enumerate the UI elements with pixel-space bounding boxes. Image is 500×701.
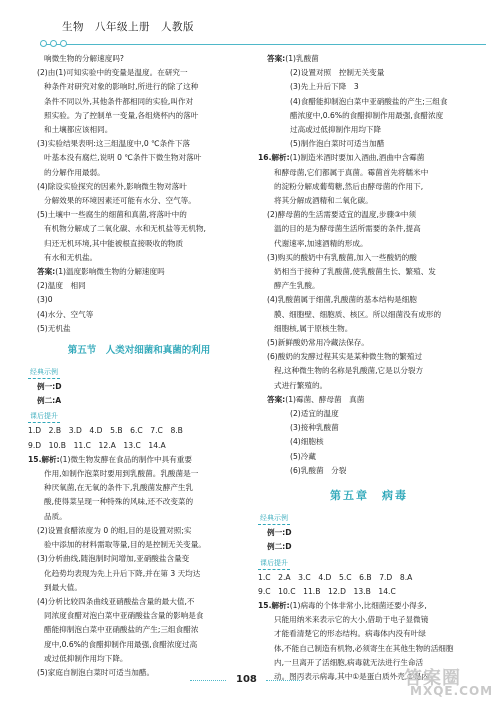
text-line: 有机物分解成了二氧化碳、水和无机盐等无机物, (44, 224, 206, 234)
text-line (258, 599, 480, 613)
text-line: 过高或过低抑制作用均下降 (290, 125, 382, 135)
text-line: (2)设置对照 控制无关变量 (290, 68, 385, 78)
text-line: 归还无机环境,其中能被根直接吸收的物质 (44, 238, 184, 248)
text-line (258, 393, 480, 407)
text-line (28, 265, 250, 279)
text-line: 响微生物的分解速度吗? (44, 54, 124, 63)
mc-answers-ch5-row-2: 9.C 10.C 11.B 12.D 13.B 14.C (258, 586, 396, 596)
text-line: (5)无机盐 (37, 323, 71, 333)
text-line: (4)除设实验探究的因素外,影响微生物对落叶 (37, 181, 187, 191)
example-1-ch5 (258, 526, 480, 540)
left-column (28, 52, 250, 680)
text-line: 代谢速率,加速酒精的形成。 (274, 238, 368, 248)
header-title: 生物 八年级上册 人教版 (62, 21, 194, 33)
text-line: 和酵母菌,它们都属于真菌。霉菌首先将糯米中 (274, 167, 429, 177)
text-line: 的分解作用最弱。 (44, 167, 105, 177)
text-line: (5)土壤中一些腐生的细菌和真菌,将落叶中的 (37, 210, 187, 220)
text-line: (3)分析曲线,随泡制时间增加,亚硝酸盐含量变 (37, 554, 190, 564)
line-lead: 答案: (267, 54, 286, 63)
line-text: (1)微生物发酵在食品的制作中具有重要 (59, 454, 192, 464)
text-line: 内,一旦离开了活细胞,病毒就无法进行生命活 (274, 657, 424, 667)
text-line: 酸,使得菜呈现一种特殊的风味,还不改变菜的 (44, 497, 194, 507)
header-dots-decoration (40, 40, 120, 48)
text-line: (6)乳酸菌 分裂 (290, 465, 347, 475)
text-line: 膜、细胞壁、细胞质、核区。所以细菌没有成形的 (274, 309, 442, 319)
text-line: (3)实验结果表明:这三组温度中,0 ℃条件下落 (37, 139, 191, 149)
text-line: 叶基本没有腐烂,说明 0 ℃条件下微生物对落叶 (44, 153, 202, 163)
watermark-logo (404, 664, 494, 700)
section-title: 第五节 人类对细菌和真菌的利用 (67, 345, 211, 357)
line-text: (1)乳酸菌 (285, 54, 319, 63)
text-line: (4)分析比较四条曲线亚硝酸盐含量的最大值,不 (37, 596, 195, 606)
text-line: (5)冷藏 (290, 451, 316, 461)
text-line: 种条件对研究对象的影响时,所进行的除了这种 (44, 82, 199, 92)
example-2-label: 例二: (37, 396, 56, 406)
text-line: 度中,0.6%的食醋抑制作用最强,食醋浓度过高 (44, 639, 198, 649)
text-line: 同浓度食醋对泡白菜中亚硝酸盐含量的影响是食 (44, 611, 204, 621)
text-line: (3)先上升后下降 3 (290, 82, 359, 92)
text-line: (2)温度 相同 (37, 281, 86, 291)
watermark-sub: MXQE.COM (410, 684, 494, 698)
answer-block-prev (28, 52, 250, 336)
text-line (258, 151, 480, 165)
line-text: (1)温度影响微生物的分解速度吗 (55, 267, 165, 277)
text-line: (4)乳酸菌属于细菌,乳酸菌的基本结构是细胞 (267, 295, 417, 305)
example-1-ch5-label: 例一: (267, 528, 286, 538)
text-line: 种厌氧菌,在无氧的条件下,乳酸菌发酵产生乳 (44, 483, 194, 493)
text-line: 有水和无机盐。 (44, 252, 98, 262)
text-line: 品质。 (44, 511, 67, 521)
line-lead: 答案: (267, 394, 286, 404)
text-line: 将其分解成酒精和二氧化碳。 (274, 196, 373, 206)
text-line: (5)制作泡白菜时可适当加醋 (290, 139, 385, 149)
watermark-main: 答案圈 (404, 668, 461, 689)
mc-answers-row-1: 1.D 2.B 3.D 4.D 5.B 6.C 7.C 8.B (28, 426, 183, 436)
text-line: (3)购买的酸奶中有乳酸菌,加入一些酸奶的酸 (267, 252, 417, 262)
example-1 (28, 380, 250, 394)
text-line: (5)新鲜酸奶常用冷藏法保存。 (267, 338, 369, 348)
text-line: (2)由(1)可知实验中的变量是温度。在研究一 (37, 68, 188, 78)
example-2-ch5-value: D (285, 542, 292, 552)
text-line: 奶相当于接种了乳酸菌,使乳酸菌生长、繁殖、发 (274, 267, 436, 277)
example-1-label: 例一: (37, 382, 56, 392)
line-lead: 答案: (37, 267, 56, 277)
text-line: 和土壤都应该相同。 (44, 125, 113, 135)
text-line: (2)酵母菌的生活需要适宜的温度,步骤③中须 (267, 210, 417, 220)
text-line: (2)设置食醋浓度为 0 的组,目的是设置对照;实 (37, 525, 192, 535)
text-line: 体,不能自己制造有机物,必须寄生在其他生物的活细胞 (274, 643, 454, 653)
text-line: (6)酸奶的发酵过程其实是某种微生物的繁殖过 (267, 352, 423, 362)
text-line: (5)家庭自制泡白菜时可适当加醋。 (37, 667, 155, 677)
text-line: 照实验。为了控制单一变量,各组烧杯内的落叶 (44, 110, 199, 120)
line-text: (1)霉菌、酵母菌 真菌 (285, 394, 365, 404)
example-2-value: A (55, 396, 62, 406)
text-line: 到最大值。 (44, 582, 82, 592)
text-line: 的淀粉分解成葡萄糖,然后由酵母菌的作用下, (274, 181, 424, 191)
text-line: 才能看清楚它的形态结构。病毒体内没有叶绿 (274, 629, 426, 639)
text-line: 验中添加的材料需取等量,目的是控制无关变量。 (44, 540, 206, 550)
line-text: (1)制造米酒时要加入酒曲,酒曲中含霉菌 (289, 153, 425, 163)
text-line: 醋浓度中,0.6%的食醋抑制作用最强,食醋浓度 (290, 110, 444, 120)
mc-answers-row-2: 9.D 10.B 11.C 12.A 13.C 14.A (28, 440, 166, 450)
text-line: (4)细胞核 (290, 437, 324, 447)
text-line: 温的目的是为酵母菌生活所需要的条件,提高 (274, 224, 421, 234)
text-line: 只能用纳米来表示它的大小,借助于电子显微镜 (274, 615, 429, 625)
chapter-title: 第五章 病毒 (330, 489, 408, 503)
page-number-deco-left (190, 680, 226, 681)
text-line: 分解效果的环境因素还可能有水分、空气等。 (44, 196, 196, 206)
page-number: 108 (236, 674, 257, 685)
text-line: 或过低抑制作用均下降。 (44, 653, 128, 663)
right-column (258, 52, 480, 684)
line-lead: 16.解析: (258, 153, 290, 163)
example-1-ch5-value: D (285, 528, 292, 538)
example-2-ch5-label: 例二: (267, 542, 286, 552)
example-2 (28, 394, 250, 408)
text-line: 作用,如制作泡菜时要用到乳酸菌。乳酸菌是一 (44, 469, 199, 479)
text-line: 动。图丙表示病毒,其中①是蛋白质外壳,②是内 (274, 671, 430, 681)
text-line: (4)水分、空气等 (37, 309, 94, 319)
text-line (258, 52, 480, 66)
text-line (28, 453, 250, 467)
page-header (0, 0, 500, 52)
text-line: (4)食醋能抑制泡白菜中亚硝酸盐的产生;三组食 (290, 96, 448, 106)
text-line: 条件不同以外,其他条件都相同的实验,叫作对 (44, 96, 194, 106)
text-line: 细胞核,属于原核生物。 (274, 323, 353, 333)
example-1-value: D (55, 382, 62, 392)
text-line: 酵产生乳酸。 (274, 281, 320, 291)
line-text: (1)病毒的个体非常小,比细菌还要小得多, (289, 600, 427, 610)
mc-answers-ch5-row-1: 1.C 2.A 3.C 4.D 5.C 6.B 7.D 8.A (258, 572, 413, 582)
text-line: 程,这种微生物的名称是乳酸菌,它是以分裂方 (274, 366, 424, 376)
text-line: 式进行繁殖的。 (274, 380, 328, 390)
answer-block-q15-16 (258, 52, 480, 478)
text-line: (2)适宜的温度 (290, 409, 339, 419)
text-line: 醋能抑制泡白菜中亚硝酸盐的产生;三组食醋浓 (44, 625, 199, 635)
tag-practice: 课后提升 (28, 410, 60, 423)
page-number-deco-right (266, 680, 302, 681)
text-line: (3)接种乳酸菌 (290, 423, 339, 433)
line-lead: 15.解析: (258, 600, 290, 610)
text-line: 化趋势均表现为先上升后下降,并在第 3 天均达 (44, 568, 201, 578)
tag-examples-ch5: 经典示例 (258, 512, 290, 525)
text-line: (3)0 (37, 295, 53, 305)
line-lead: 15.解析: (28, 454, 60, 464)
q15-analysis (28, 453, 250, 680)
example-2-ch5 (258, 540, 480, 554)
tag-examples: 经典示例 (28, 366, 60, 379)
tag-practice-ch5: 课后提升 (258, 557, 290, 570)
